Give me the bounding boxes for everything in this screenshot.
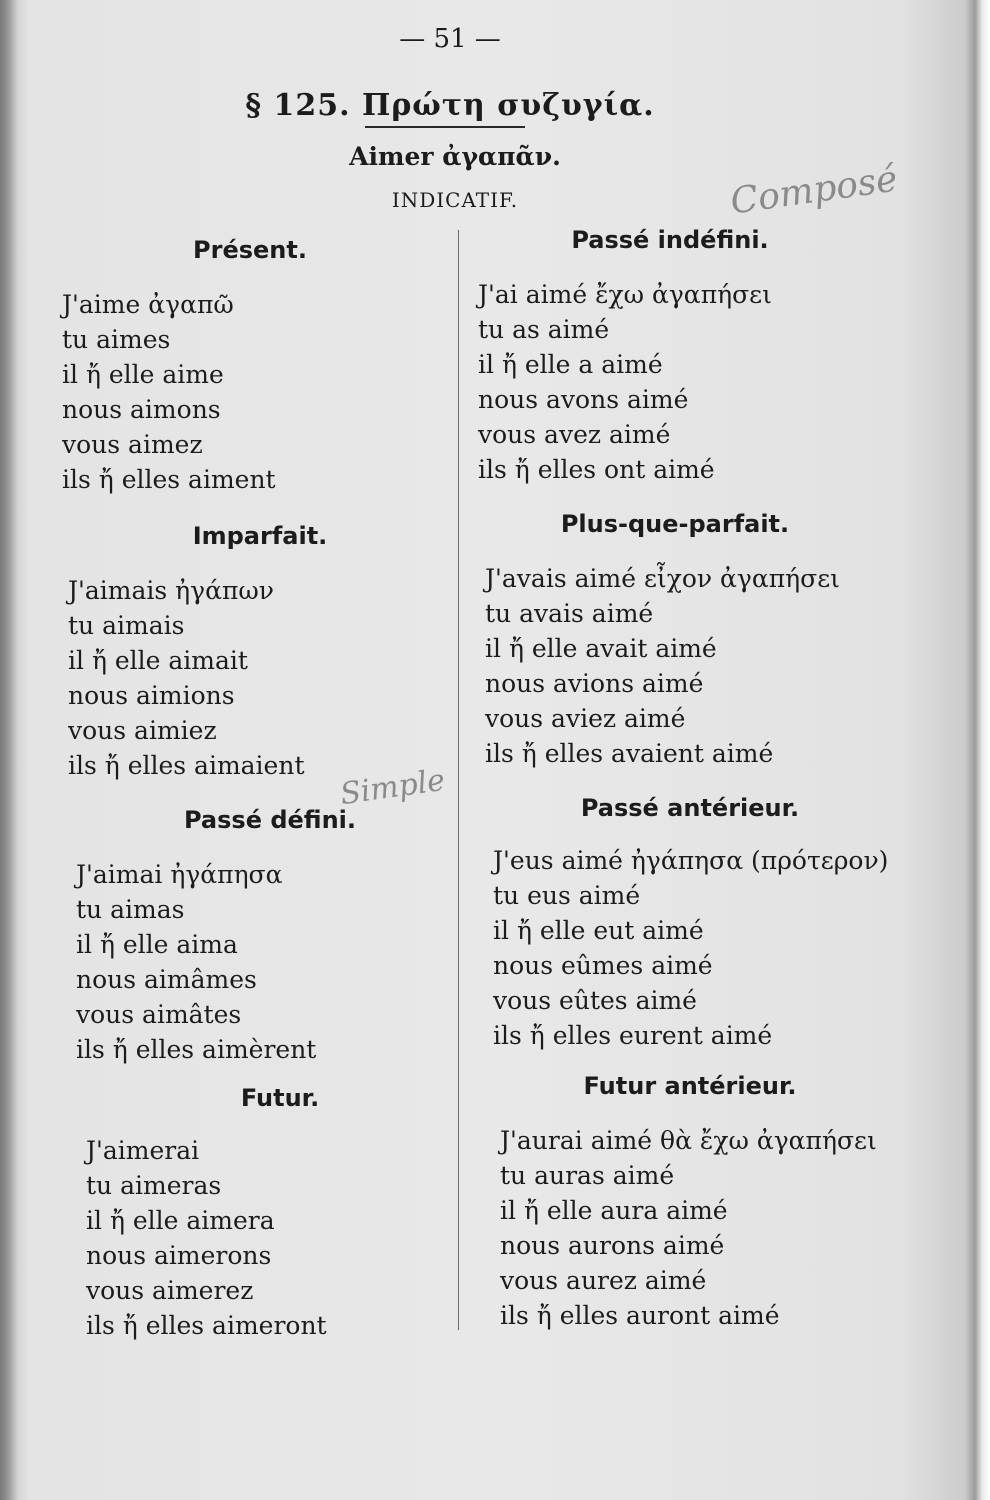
- conjugation-line: tu aimes: [62, 325, 171, 354]
- conjugation-line: tu eus aimé: [493, 881, 641, 910]
- conjugation-line: vous avez aimé: [478, 420, 671, 449]
- conjugation-line: ils ἤ elles aimeront: [86, 1311, 327, 1340]
- conjugation-line: J'eus aimé ἠγάπησα (πρότερον): [493, 846, 889, 875]
- tense-title-passe-defini: Passé défini.: [183, 806, 357, 834]
- conjugation-line: nous avons aimé: [478, 385, 689, 414]
- tense-title-futur-anterieur: Futur antérieur.: [583, 1072, 797, 1100]
- conjugation-line: il ἤ elle aime: [62, 360, 224, 389]
- conjugation-line: nous aimerons: [86, 1241, 272, 1270]
- conjugation-line: vous aviez aimé: [485, 704, 686, 733]
- conjugation-line: nous aimions: [68, 681, 235, 710]
- handwritten-note-simple: Simple: [338, 762, 448, 813]
- conjugation-line: il ἤ elle eut aimé: [493, 916, 704, 945]
- conjugation-line: nous aurons aimé: [500, 1231, 725, 1260]
- conjugation-line: J'aurai aimé θὰ ἔχω ἀγαπήσει: [500, 1126, 877, 1155]
- conjugation-line: tu avais aimé: [485, 599, 654, 628]
- mood-label: INDICATIF.: [391, 188, 519, 212]
- tense-title-imparfait: Imparfait.: [192, 522, 328, 550]
- conjugation-line: vous aurez aimé: [500, 1266, 707, 1295]
- book-spine-shadow: [0, 0, 18, 1500]
- conjugation-line: vous aimerez: [86, 1276, 254, 1305]
- tense-title-passe-anterieur: Passé antérieur.: [580, 794, 800, 822]
- conjugation-line: nous aimons: [62, 395, 221, 424]
- conjugation-line: nous avions aimé: [485, 669, 704, 698]
- conjugation-line: J'avais aimé εἶχον ἀγαπήσει: [485, 564, 840, 593]
- conjugation-line: J'aimerai: [86, 1136, 200, 1165]
- conjugation-line: ils ἤ elles auront aimé: [500, 1301, 780, 1330]
- conjugation-line: tu as aimé: [478, 315, 610, 344]
- tense-title-present: Présent.: [193, 236, 307, 264]
- conjugation-line: tu aimeras: [86, 1171, 222, 1200]
- conjugation-line: il ἤ elle aimera: [86, 1206, 275, 1235]
- conjugation-line: tu aimais: [68, 611, 185, 640]
- tense-title-futur: Futur.: [240, 1084, 320, 1112]
- conjugation-line: ils ἤ elles aiment: [62, 465, 276, 494]
- section-underline: [365, 126, 525, 128]
- verb-title: Aimer ἀγαπᾶν.: [349, 142, 561, 171]
- conjugation-line: nous eûmes aimé: [493, 951, 713, 980]
- conjugation-line: ils ἤ elles avaient aimé: [485, 739, 774, 768]
- conjugation-line: vous aimez: [62, 430, 203, 459]
- conjugation-line: il ἤ elle aima: [76, 930, 238, 959]
- tense-title-plus-que-parfait: Plus-que-parfait.: [560, 510, 790, 538]
- conjugation-line: il ἤ elle avait aimé: [485, 634, 717, 663]
- page-number: — 51 —: [399, 24, 501, 54]
- conjugation-line: vous aimiez: [68, 716, 217, 745]
- conjugation-line: il ἤ elle aimait: [68, 646, 248, 675]
- tense-title-passe-indefini: Passé indéfini.: [571, 226, 769, 254]
- conjugation-line: il ἤ elle a aimé: [478, 350, 663, 379]
- conjugation-line: ils ἤ elles ont aimé: [478, 455, 715, 484]
- conjugation-line: J'aimai ἠγάπησα: [76, 860, 283, 889]
- handwritten-note-compose: Composé: [727, 158, 900, 223]
- conjugation-line: J'ai aimé ἔχω ἀγαπήσει: [478, 280, 772, 309]
- conjugation-line: vous eûtes aimé: [493, 986, 697, 1015]
- conjugation-line: vous aimâtes: [76, 1000, 242, 1029]
- conjugation-line: ils ἤ elles aimèrent: [76, 1035, 317, 1064]
- conjugation-line: tu aimas: [76, 895, 185, 924]
- conjugation-line: ils ἤ elles aimaient: [68, 751, 305, 780]
- conjugation-line: J'aime ἀγαπῶ: [62, 290, 234, 319]
- conjugation-line: ils ἤ elles eurent aimé: [493, 1021, 773, 1050]
- conjugation-line: J'aimais ἠγάπων: [68, 576, 274, 605]
- conjugation-line: il ἤ elle aura aimé: [500, 1196, 728, 1225]
- conjugation-line: nous aimâmes: [76, 965, 257, 994]
- column-divider: [458, 230, 459, 1330]
- conjugation-line: tu auras aimé: [500, 1161, 675, 1190]
- section-title: § 125. Πρώτη συζυγία.: [245, 88, 655, 123]
